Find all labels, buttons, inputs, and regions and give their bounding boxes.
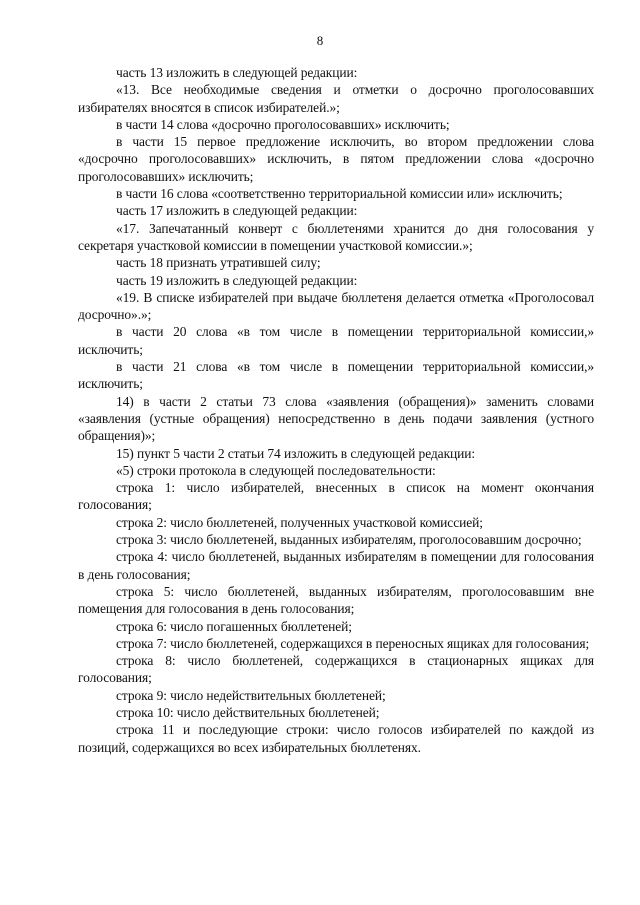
paragraph: строка 7: число бюллетеней, содержащихся в переносных ящиках для голосования;	[116, 635, 590, 651]
paragraph: строка 11 и последующие строки: число голосов избирателей по каждой из позиций, содержащихся во всех избирательных бюллетенях.	[78, 722, 594, 755]
paragraph: строка 4: число бюллетеней, выданных избирателям в помещении для голосования в день голосования;	[78, 549, 594, 582]
paragraph: в части 16 слова «соответственно территориальной комиссии или» исключить;	[116, 186, 563, 202]
paragraph: часть 18 признать утратившей силу;	[116, 255, 321, 271]
paragraph: 15) пункт 5 части 2 статьи 74 изложить в следующей редакции:	[116, 445, 476, 461]
document-body	[78, 64, 594, 756]
paragraph: «13. Все необходимые сведения и отметки о досрочно проголосовавших избирателях вносятся в список избирателей.»;	[78, 82, 594, 115]
paragraph: в части 21 слова «в том числе в помещении территориальной комиссии,» исключить;	[78, 359, 594, 392]
paragraph: строка 6: число погашенных бюллетеней;	[116, 618, 352, 634]
paragraph: «19. В списке избирателей при выдаче бюллетеня делается отметка «Проголосовал досрочно».»;	[78, 289, 594, 323]
page-number: 8	[316, 33, 324, 48]
paragraph: строка 5: число бюллетеней, выданных избирателям, проголосовавшим вне помещения для голосования в день голосования;	[78, 583, 594, 617]
paragraph: «17. Запечатанный конверт с бюллетенями хранится до дня голосования у секретаря участковой комиссии в помещении участковой комиссии.»;	[78, 220, 594, 253]
paragraph: строка 9: число недействительных бюллетеней;	[116, 687, 386, 703]
paragraph: в части 20 слова «в том числе в помещении территориальной комиссии,» исключить;	[78, 324, 594, 357]
paragraph: в части 14 слова «досрочно проголосовавших» исключить;	[116, 116, 450, 132]
paragraph: строка 1: число избирателей, внесенных в список на момент окончания голосования;	[78, 480, 594, 513]
paragraph: часть 13 изложить в следующей редакции:	[116, 65, 358, 80]
paragraph: строка 3: число бюллетеней, выданных избирателям, проголосовавшим досрочно;	[116, 532, 582, 548]
paragraph: 14) в части 2 статьи 73 слова «заявления (обращения)» заменить словами «заявления (устные обращения) непосредственно в день подачи заявления (устного обращения)»;	[78, 393, 594, 444]
paragraph: строка 8: число бюллетеней, содержащихся в стационарных ящиках для голосования;	[78, 653, 594, 686]
paragraph: строка 10: число действительных бюллетеней;	[116, 704, 380, 720]
paragraph: в части 15 первое предложение исключить, во втором предложении слова «досрочно проголосовавших» исключить, в пятом предложении слова «досрочно проголосовавших» исключить;	[78, 134, 594, 184]
paragraph: часть 17 изложить в следующей редакции:	[116, 203, 358, 219]
paragraph: «5) строки протокола в следующей последовательности:	[116, 462, 436, 478]
paragraph: часть 19 изложить в следующей редакции:	[116, 272, 358, 288]
paragraph: строка 2: число бюллетеней, полученных участковой комиссией;	[116, 514, 483, 530]
